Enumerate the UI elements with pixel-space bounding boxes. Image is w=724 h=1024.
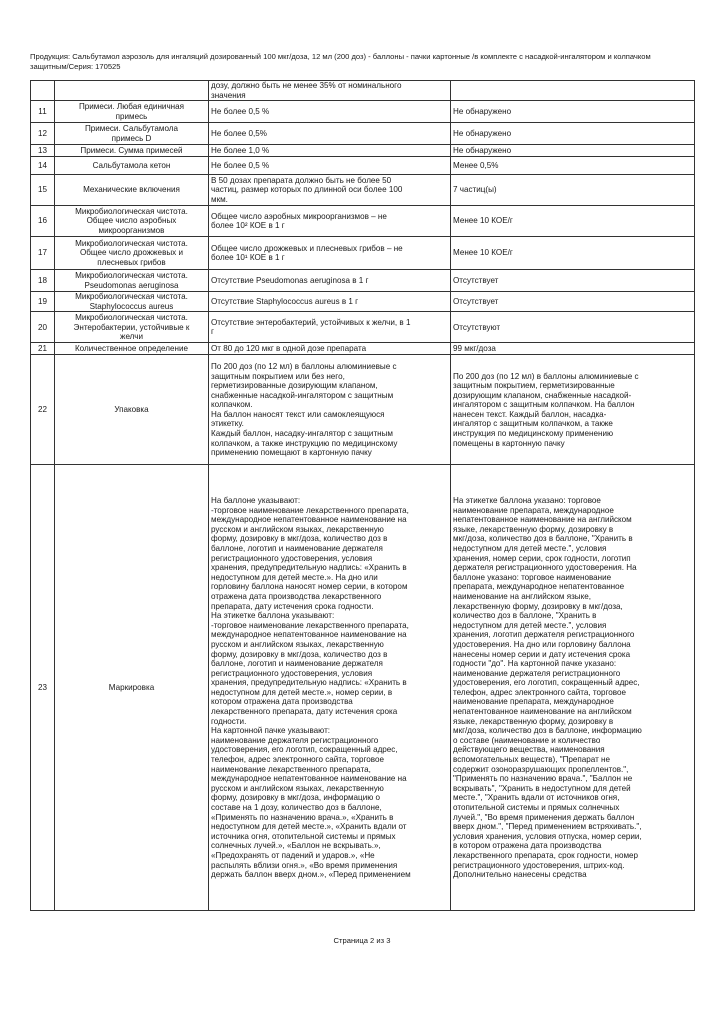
- row-result: 7 частиц(ы): [451, 175, 695, 206]
- table-row: [31, 343, 695, 355]
- row-result: Не обнаружено: [451, 101, 695, 123]
- specification-table: [30, 80, 695, 911]
- row-requirement: Отсутствие энтеробактерий, устойчивых к желчи, в 1 г: [209, 312, 451, 343]
- row-name: Микробиологическая чистота. Pseudomonas aeruginosa: [55, 270, 209, 292]
- row-result: Менее 10 КОЕ/г: [451, 206, 695, 237]
- row-requirement: Общее число дрожжевых и плесневых грибов – не более 10¹ КОЕ в 1 г: [209, 237, 451, 270]
- table-row: [31, 270, 695, 292]
- row-result: По 200 доз (по 12 мл) в баллоны алюминиевые с защитным покрытием, герметизированные дозирующим клапаном, снабженные насадкой- ингалятором с защитным колпачком. На баллон нанесен текст. Каждый баллон, насадка- ингалятор с защитным колпачком, а также инструкция по медицинскому применению помещены в картонную пачку: [451, 355, 695, 465]
- row-number: 13: [31, 145, 55, 157]
- row-number: 15: [31, 175, 55, 206]
- table-row: [31, 123, 695, 145]
- row-number: 11: [31, 101, 55, 123]
- page-number: Страница 2 из 3: [333, 936, 391, 945]
- row-result: Отсутствует: [451, 292, 695, 312]
- table-row: [31, 175, 695, 206]
- row-number: 17: [31, 237, 55, 270]
- row-number: 23: [31, 465, 55, 911]
- row-result: Не обнаружено: [451, 123, 695, 145]
- row-requirement: От 80 до 120 мкг в одной дозе препарата: [209, 343, 451, 355]
- row-name: Количественное определение: [55, 343, 209, 355]
- row-result: На этикетке баллона указано: торговое наименование препарата, международное непатентованное наименование на английском языке, лекарственную форму, дозировку в мкг/доза, количество доз в баллоне, "Хранить в недоступном для детей месте.", условия хранения, номер серии, срок годности, логотип держателя регистрационного удостоверения. На баллоне указано: торговое наименование препарата, международное непатентованное наименование на английском языке, лекарственную форму, дозировку в мкг/доза, количество доз в баллоне, "Хранить в недоступном для детей месте.", условия хранения, логотип держателя регистрационного удостоверения. На дно или горловину баллона нанесены номер серии и дату истечения срока годности "до". На картонной пачке указано: наименование держателя регистрационного удостоверения, его логотип, сокращенный адрес, телефон, адрес электронного сайта, торговое наименование препарата, международное непатентованное наименование на английском языке, лекарственную форму, дозировку в мкг/доза, количество доз в баллоне, информацию о составе (наименование и количество действующего вещества, наименования вспомогательных веществ), "Препарат не содержит озоноразрушающих пропеллентов.", "Применять по назначению врача.", "Баллон не вскрывать", "Хранить в недоступном для детей месте.", "Хранить вдали от источников огня, отопительной системы и прямых солнечных лучей.", "Во время применения держать баллон вверх дном.", "Перед применением встряхивать.", условия хранения, условия отпуска, номер серии, в котором отражена дата производства лекарственного препарата, срок годности, номер регистрационного удостоверения, штрих-код. Дополнительно нанесены средства: [451, 465, 695, 911]
- table-row: [31, 81, 695, 101]
- row-requirement: По 200 доз (по 12 мл) в баллоны алюминиевые с защитным покрытием или без него, герметизированные дозирующим клапаном, снабженные насадкой-ингалятором с защитным колпачком. На баллон наносят текст или самоклеящуюся этикетку. Каждый баллон, насадку-ингалятор с защитным колпачком, а также инструкцию по медицинскому применению помещают в картонную пачку: [209, 355, 451, 465]
- row-number: 21: [31, 343, 55, 355]
- series-line: защитным/Серия: 170525: [30, 61, 121, 71]
- row-number: 12: [31, 123, 55, 145]
- row-number: [31, 81, 55, 101]
- row-requirement: Отсутствие Pseudomonas aeruginosa в 1 г: [209, 270, 451, 292]
- table-row: [31, 237, 695, 270]
- row-number: 20: [31, 312, 55, 343]
- row-requirement: Не более 0,5%: [209, 123, 451, 145]
- row-requirement: Общее число аэробных микроорганизмов – не более 10² КОЕ в 1 г: [209, 206, 451, 237]
- row-name: Примеси. Любая единичная примесь: [55, 101, 209, 123]
- row-number: 16: [31, 206, 55, 237]
- row-result: Менее 10 КОЕ/г: [451, 237, 695, 270]
- row-requirement: дозу, должно быть не менее 35% от номинального значения: [209, 81, 451, 101]
- row-requirement: В 50 дозах препарата должно быть не более 50 частиц, размер которых по длинной оси более 100 мкм.: [209, 175, 451, 206]
- row-result: Отсутствуют: [451, 312, 695, 343]
- row-name: [55, 81, 209, 101]
- row-name: Микробиологическая чистота. Общее число дрожжевых и плесневых грибов: [55, 237, 209, 270]
- row-name: Микробиологическая чистота. Staphylococcus aureus: [55, 292, 209, 312]
- table-row: [31, 101, 695, 123]
- table-row: [31, 206, 695, 237]
- row-requirement: Отсутствие Staphylococcus aureus в 1 г: [209, 292, 451, 312]
- document-header: [30, 52, 670, 71]
- row-requirement: Не более 1,0 %: [209, 145, 451, 157]
- row-name: Сальбутамола кетон: [55, 157, 209, 175]
- row-requirement: Не более 0,5 %: [209, 157, 451, 175]
- table-row: [31, 465, 695, 911]
- row-name: Механические включения: [55, 175, 209, 206]
- row-name: Упаковка: [55, 355, 209, 465]
- table-row: [31, 157, 695, 175]
- row-result: 99 мкг/доза: [451, 343, 695, 355]
- row-result: Отсутствует: [451, 270, 695, 292]
- table-row: [31, 145, 695, 157]
- row-name: Примеси. Сальбутамола примесь D: [55, 123, 209, 145]
- row-result: [451, 81, 695, 101]
- row-name: Примеси. Сумма примесей: [55, 145, 209, 157]
- row-requirement: На баллоне указывают: -торговое наименование лекарственного препарата, международное непатентованное наименование на русском и английском языках, лекарственную форму, дозировку в мкг/доза, количество доз в баллоне, логотип и наименование держателя регистрационного удостоверения, условия хранения, предупредительную надпись: «Хранить в недоступном для детей месте.». На дно или горловину баллона наносят номер серии, в котором отражена дата производства лекарственного препарата, дату истечения срока годности. На этикетке баллона указывают: -торговое наименование лекарственного препарата, международное непатентованное наименование на русском и английском языках, лекарственную форму, дозировку в мкг/доза, количество доз в баллоне, логотип и наименование держателя регистрационного удостоверения, условия хранения, предупредительную надпись: «Хранить в недоступном для детей месте.», номер серии, в котором отражена дата производства лекарственного препарата, дату истечения срока годности. На картонной пачке указывают: наименование держателя регистрационного удостоверения, его логотип, сокращенный адрес, телефон, адрес электронного сайта, торговое наименование лекарственного препарата, международное непатентованное наименование на русском и английском языках, лекарственную форму, дозировку в мкг/доза, информацию о составе на 1 дозу, количество доз в баллоне, «Применять по назначению врача.», «Хранить в недоступном для детей месте.», «Хранить вдали от источника огня, отопительной системы и прямых солнечных лучей.», «Баллон не вскрывать.», «Предохранять от падений и ударов.», «Не распылять вблизи огня.», «Во время применения держать баллон вверх дном.», «Перед применением: [209, 465, 451, 911]
- row-name: Маркировка: [55, 465, 209, 911]
- table-row: [31, 292, 695, 312]
- row-requirement: Не более 0,5 %: [209, 101, 451, 123]
- row-result: Не обнаружено: [451, 145, 695, 157]
- row-name: Микробиологическая чистота. Энтеробактерии, устойчивые к желчи: [55, 312, 209, 343]
- row-name: Микробиологическая чистота. Общее число аэробных микроорганизмов: [55, 206, 209, 237]
- table-row: [31, 312, 695, 343]
- row-number: 14: [31, 157, 55, 175]
- row-result: Менее 0,5%: [451, 157, 695, 175]
- table-row: [31, 355, 695, 465]
- row-number: 22: [31, 355, 55, 465]
- row-number: 19: [31, 292, 55, 312]
- row-number: 18: [31, 270, 55, 292]
- product-line: Продукция: Сальбутамол аэрозоль для ингаляций дозированный 100 мкг/доза, 12 мл (200 доз) - баллоны - пачки картонные /в комплекте с насадкой-ингалятором и колпачком: [30, 52, 651, 61]
